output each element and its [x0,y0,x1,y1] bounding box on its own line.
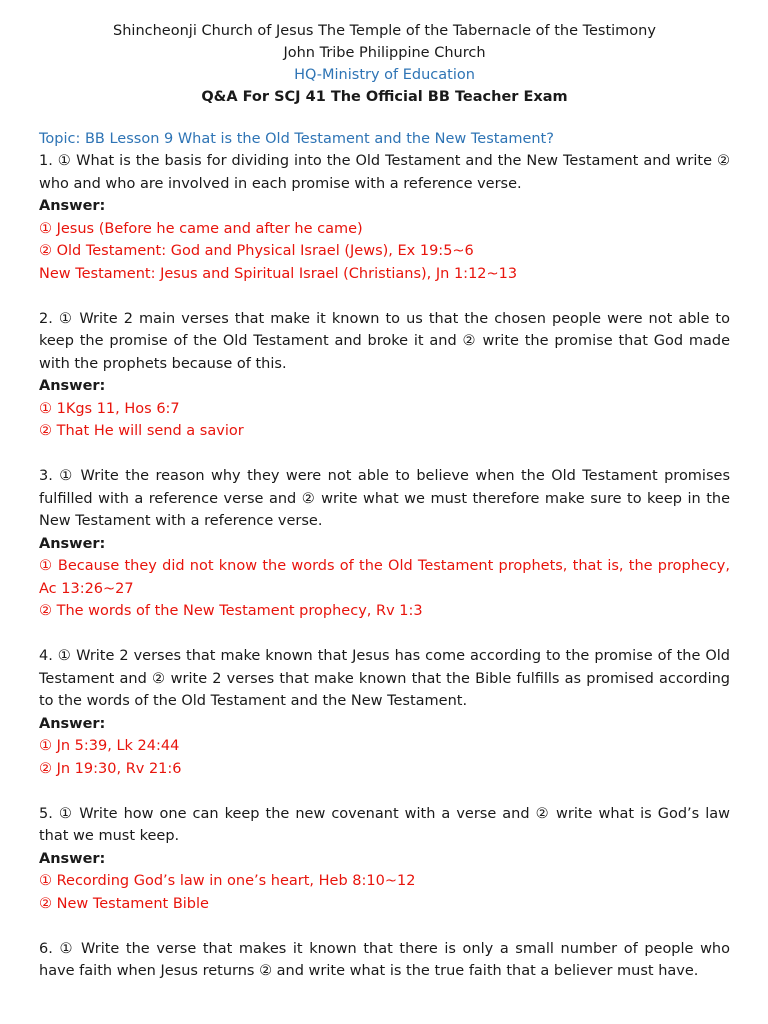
question-4 [39,645,730,780]
topic-line: Topic: BB Lesson 9 What is the Old Testament and the New Testament? [39,131,554,147]
answer-label: Answer: [39,535,106,552]
answer-line: ① Recording God’s law in one’s heart, Heb 8:10~12 [39,873,416,889]
answer-label: Answer: [39,198,106,214]
church-name: Shincheonji Church of Jesus The Temple of the Tabernacle of the Testimony [113,23,656,39]
answer-line: ① Because they did not know the words of the Old Testament prophets, that is, the prophecy, Ac 13:26~27 [39,558,730,597]
exam-title: Q&A For SCJ 41 The Official BB Teacher Exam [201,89,568,105]
answer-line: ② The words of the New Testament prophecy, Rv 1:3 [39,603,423,619]
answer-line: New Testament: Jesus and Spiritual Israel (Christians), Jn 1:12~13 [39,265,518,282]
answer-line: ① Jn 5:39, Lk 24:44 [39,738,180,754]
answer-label: Answer: [39,715,106,732]
answer-label: Answer: [39,850,106,867]
answer-line: ② That He will send a savior [39,423,244,439]
document-header [39,20,730,108]
question-text: 5. ① Write how one can keep the new covenant with a verse and ② write what is God’s law that we must keep. [39,805,730,844]
answer-line: ① 1Kgs 11, Hos 6:7 [39,400,180,417]
answer-line: ① Jesus (Before he came and after he came) [39,220,363,237]
answer-line: ② Jn 19:30, Rv 21:6 [39,760,182,777]
answer-line: ② Old Testament: God and Physical Israel (Jews), Ex 19:5~6 [39,243,474,259]
tribe-name: John Tribe Philippine Church [283,45,486,61]
question-text: 3. ① Write the reason why they were not able to believe when the Old Testament promises fulfilled with a reference verse and ② write what we must therefore make sure to keep in the New Testament with a reference verse. [39,468,730,529]
question-6 [39,938,730,983]
question-text: 2. ① Write 2 main verses that make it known to us that the chosen people were not able to keep the promise of the Old Testament and broke it and ② write the promise that God made with the prophets because of this. [39,310,730,372]
answer-line: ② New Testament Bible [39,895,209,912]
question-3 [39,465,730,623]
question-1 [39,150,730,285]
question-5 [39,803,730,916]
question-text: 6. ① Write the verse that makes it known that there is only a small number of people who have faith when Jesus returns ② and write what is the true faith that a believer must have. [39,940,730,979]
question-text: 1. ① What is the basis for dividing into the Old Testament and the New Testament and write ② who and who are involved in each promise with a reference verse. [39,153,730,192]
question-text: 4. ① Write 2 verses that make known that Jesus has come according to the promise of the Old Testament and ② write 2 verses that make known that the Bible fulfills as promised according to the words of the Old Testament and the New Testament. [39,648,730,709]
question-2 [39,308,730,443]
ministry-name: HQ-Ministry of Education [294,67,475,83]
answer-label: Answer: [39,378,106,394]
